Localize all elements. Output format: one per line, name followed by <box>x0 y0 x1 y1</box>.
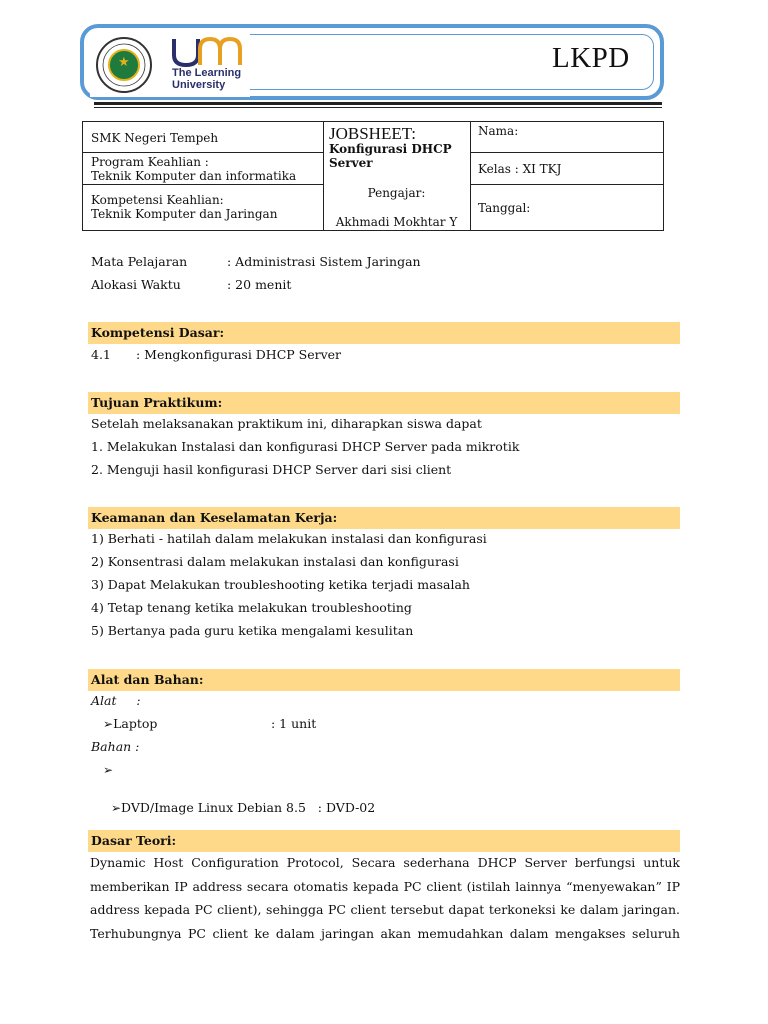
header-rule-thick <box>94 102 662 105</box>
page-title: LKPD <box>552 42 630 74</box>
tujuan-heading: Tujuan Praktikum: <box>91 395 223 410</box>
dasar-teori-paragraph <box>90 851 680 945</box>
tujuan-intro: Setelah melaksanakan praktikum ini, diharapkan siswa dapat <box>91 416 482 431</box>
table-divider <box>83 184 323 185</box>
table-divider <box>323 122 324 230</box>
list-item: 4) Tetap tenang ketika melakukan troubleshooting <box>91 600 412 615</box>
table-divider <box>83 152 323 153</box>
time-label: Alokasi Waktu <box>91 277 181 292</box>
name-label: Nama: <box>478 124 519 138</box>
bahan-label: Bahan : <box>91 739 140 754</box>
arrow-bullet-icon: ➢ <box>103 717 114 731</box>
alat-heading: Alat dan Bahan: <box>91 672 204 687</box>
arrow-bullet-icon: ➢ <box>103 763 114 777</box>
list-item: 2. Menguji hasil konfigurasi DHCP Server dari sisi client <box>91 462 452 477</box>
section-band-alat <box>88 669 680 691</box>
teacher-name: Akhmadi Mokhtar Y <box>335 215 458 229</box>
teacher-label: Pengajar: <box>367 186 426 200</box>
paragraph-line: Dynamic Host Configuration Protocol, Secara sederhana DHCP Server berfungsi untuk <box>90 855 680 870</box>
list-item <box>103 785 375 816</box>
laptop-qty: : 1 unit <box>271 716 317 731</box>
class-label: Kelas : XI TKJ <box>478 162 562 176</box>
school-name: SMK Negeri Tempeh <box>91 131 219 145</box>
competency-value: Teknik Komputer dan Jaringan <box>91 207 278 221</box>
kompetensi-number: 4.1 <box>91 347 111 362</box>
competency-cell <box>91 193 277 221</box>
program-label: Program Keahlian : <box>91 155 209 169</box>
info-table <box>82 121 664 231</box>
table-divider <box>470 184 664 185</box>
kompetensi-text: : Mengkonfigurasi DHCP Server <box>136 347 342 362</box>
kompetensi-heading: Kompetensi Dasar: <box>91 325 225 340</box>
date-label: Tanggal: <box>478 201 531 215</box>
list-item: 3) Dapat Melakukan troubleshooting ketika terjadi masalah <box>91 577 470 592</box>
table-divider <box>470 152 664 153</box>
seal-emblem-icon <box>108 49 140 81</box>
arrow-bullet-icon: ➢ <box>110 801 122 815</box>
table-divider <box>470 122 471 230</box>
laptop-name: Laptop <box>113 716 158 731</box>
keamanan-heading: Keamanan dan Keselamatan Kerja: <box>91 510 338 525</box>
subject-value: : Administrasi Sistem Jaringan <box>227 254 421 269</box>
jobsheet-subtitle-line2: Server <box>329 156 373 170</box>
um-logo-mark-icon <box>170 35 242 67</box>
paragraph-line: address kepada PC client), sehingga PC client tersebut dapat terkoneksi ke dalam jaringan. <box>90 902 680 917</box>
jobsheet-subtitle <box>329 142 452 170</box>
list-item: 2) Konsentrasi dalam melakukan instalasi dan konfigurasi <box>91 554 459 569</box>
header-rule-thin <box>94 107 662 108</box>
subject-label: Mata Pelajaran <box>91 254 188 269</box>
list-item <box>103 716 157 732</box>
list-item: 5) Bertanya pada guru ketika mengalami kesulitan <box>91 623 414 638</box>
dvd-item: DVD/Image Linux Debian 8.5 : DVD-02 <box>121 800 376 815</box>
paragraph-line: memberikan IP address secara otomatis kepada PC client (istilah lainnya “menyewakan” IP <box>90 878 680 894</box>
time-value: : 20 menit <box>227 277 292 292</box>
section-band-keamanan <box>88 507 680 529</box>
section-band-dasar-teori <box>88 830 680 852</box>
dasar-teori-heading: Dasar Teori: <box>91 833 177 848</box>
alat-label: Alat : <box>91 693 141 708</box>
logo-tagline <box>172 67 252 91</box>
jobsheet-subtitle-line1: Konfigurasi DHCP <box>329 142 452 156</box>
section-band-kompetensi <box>88 322 680 344</box>
list-item: 1. Melakukan Instalasi dan konfigurasi DHCP Server pada mikrotik <box>91 439 520 454</box>
seal-star-icon: ★ <box>118 55 130 70</box>
competency-label: Kompetensi Keahlian: <box>91 193 224 207</box>
university-logo <box>90 31 250 97</box>
university-seal-icon <box>96 37 152 93</box>
program-cell <box>91 155 296 183</box>
logo-tagline-line1: The Learning <box>172 67 242 79</box>
section-band-tujuan <box>88 392 680 414</box>
jobsheet-title: JOBSHEET: <box>329 124 416 143</box>
list-item <box>103 762 113 778</box>
program-value: Teknik Komputer dan informatika <box>91 169 297 183</box>
list-item: 1) Berhati - hatilah dalam melakukan instalasi dan konfigurasi <box>91 531 487 546</box>
paragraph-line: Terhubungnya PC client ke dalam jaringan akan memudahkan dalam mengakses seluruh <box>90 925 680 941</box>
logo-tagline-line2: University <box>172 79 226 91</box>
